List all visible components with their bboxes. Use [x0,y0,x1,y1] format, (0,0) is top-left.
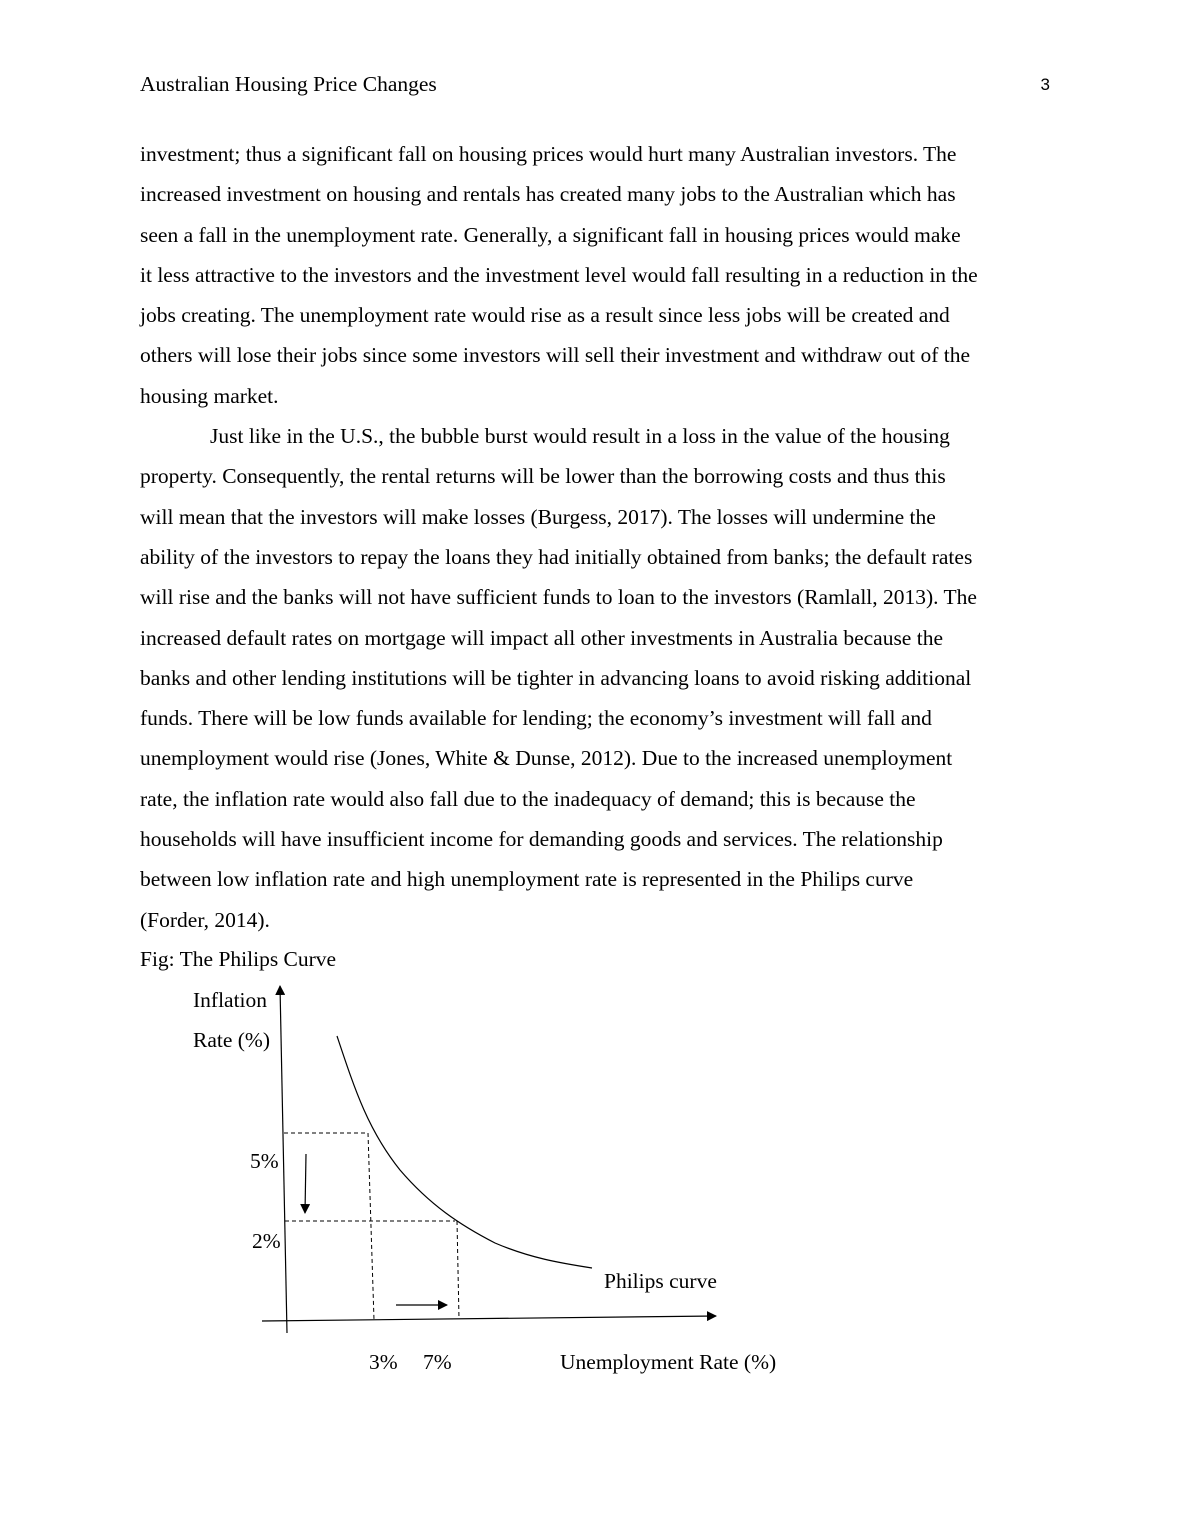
paragraph-line: others will lose their jobs since some investors will sell their investment and withdraw out of the [140,343,970,368]
x-axis [262,1316,716,1321]
y-axis-label-line1: Inflation [193,988,268,1012]
paragraph-line: funds. There will be low funds available for lending; the economy’s investment will fall and [140,706,932,731]
running-header-title: Australian Housing Price Changes [140,72,437,96]
paragraph-line: households will have insufficient income for demanding goods and services. The relationship [140,827,943,852]
paragraph-line: jobs creating. The unemployment rate would rise as a result since less jobs will be created and [140,303,950,328]
x-axis-label: Unemployment Rate (%) [560,1350,777,1374]
paragraph-line: will rise and the banks will not have sufficient funds to loan to the investors (Ramlall, 2013). The [140,585,977,610]
guide-line-7pct [457,1221,459,1319]
paragraph-line: increased investment on housing and rentals has created many jobs to the Australian which has [140,182,956,207]
x-tick-label-7pct: 7% [423,1350,452,1374]
inflation-fall-arrow [305,1154,306,1213]
y-axis-label-line2: Rate (%) [193,1028,271,1052]
y-axis [280,986,287,1333]
philips-curve-label: Philips curve [604,1269,717,1293]
paragraph-line: property. Consequently, the rental returns will be lower than the borrowing costs and thus this [140,464,946,489]
y-tick-label-2pct: 2% [252,1229,281,1253]
guide-line-3pct [368,1133,374,1320]
paragraph-line: it less attractive to the investors and the investment level would fall resulting in a reduction in the [140,262,978,287]
paragraph-line: between low inflation rate and high unemployment rate is represented in the Philips curve [140,867,914,892]
paragraph-line: seen a fall in the unemployment rate. Generally, a significant fall in housing prices would make [140,222,961,247]
page-number: 3 [1040,75,1050,94]
paragraph-line: increased default rates on mortgage will impact all other investments in Australia because the [140,625,943,650]
figure-caption: Fig: The Philips Curve [140,947,337,971]
paragraph-line: investment; thus a significant fall on housing prices would hurt many Australian investors. The [140,142,957,166]
philips-curve-line [337,1036,592,1268]
paragraph-line: ability of the investors to repay the loans they had initially obtained from banks; the default rates [140,544,973,569]
paragraph-line: unemployment would rise (Jones, White & Dunse, 2012). Due to the increased unemployment [140,746,953,771]
paragraph-line: (Forder, 2014). [140,907,270,932]
paragraph-line: will mean that the investors will make losses (Burgess, 2017). The losses will undermine the [140,504,936,529]
paragraph-line: housing market. [140,383,279,408]
paragraph-line: banks and other lending institutions will be tighter in advancing loans to avoid risking additional [140,665,972,690]
paragraph-line: rate, the inflation rate would also fall due to the inadequacy of demand; this is because the [140,786,916,811]
x-tick-label-3pct: 3% [369,1350,398,1374]
y-tick-label-5pct: 5% [250,1149,279,1173]
paragraph-line: Just like in the U.S., the bubble burst would result in a loss in the value of the housing [210,424,950,449]
